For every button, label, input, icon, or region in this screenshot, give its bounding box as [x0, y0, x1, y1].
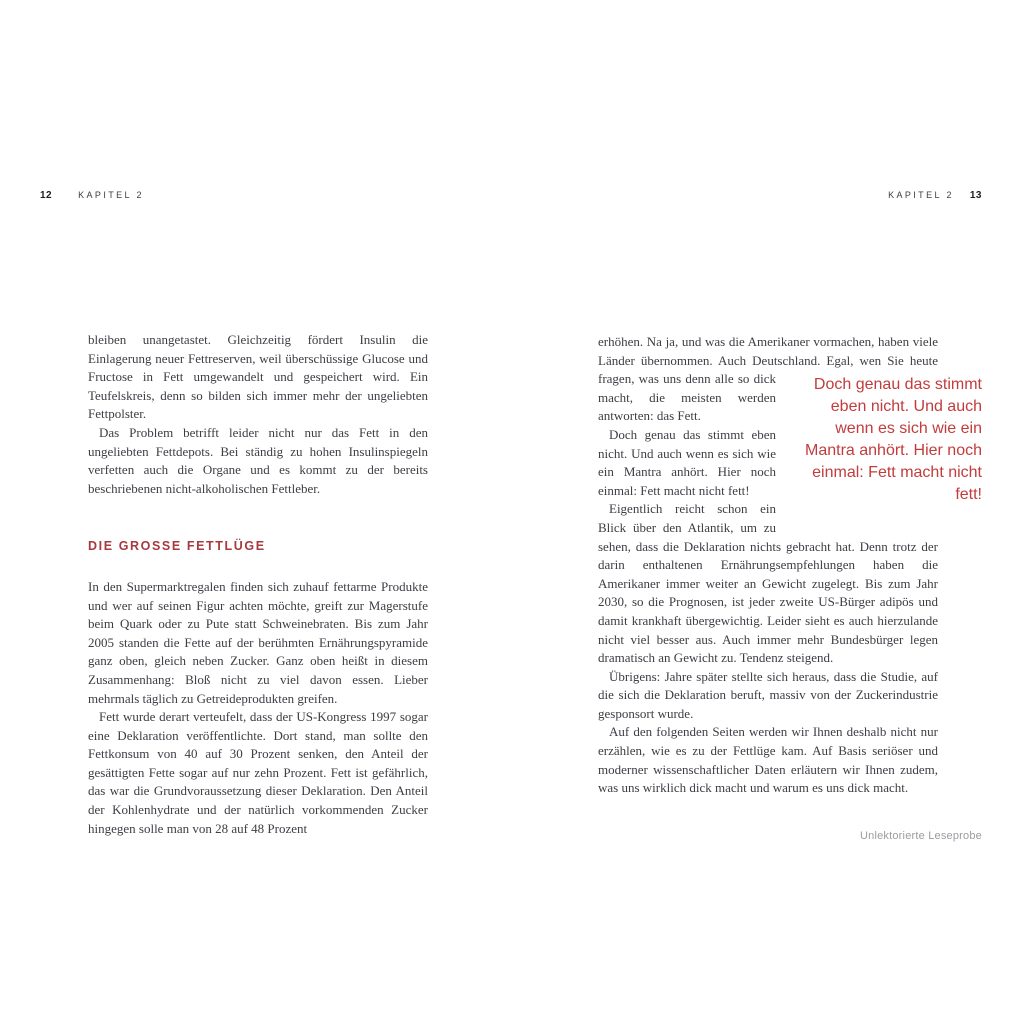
paragraph-text: was uns denn alle so dick macht, die meisten werden antworten: das Fett.: [598, 371, 776, 424]
chapter-label-left: KAPITEL 2: [78, 190, 144, 200]
chapter-label-right: KAPITEL 2: [888, 190, 954, 200]
running-head-left: [40, 190, 144, 201]
page-left-text-column: [88, 331, 428, 838]
page-number-right: 13: [969, 190, 982, 201]
paragraph-text: erhöhen. Na ja, und was die Amerikaner vormachen, haben viele Länder übernommen. Auch Deutschland. Egal, wen Sie heute fragen,: [598, 334, 938, 387]
running-head-right: [888, 190, 982, 201]
body-paragraph: Fett wurde derart verteufelt, dass der US-Kongress 1997 sogar eine Deklaration veröffentlichte. Dort stand, man sollte den Fettkonsum von 40 auf 30 Prozent senken, den Anteil der gesättigten Fette sogar auf nur zehn Prozent. Fett ist gefährlich, das war die Grundvoraussetzung dieser Deklaration. Den Anteil der Kohlenhydrate und der natürlich vorkommenden Zucker hingegen solle man von 28 auf 48 Prozent: [88, 709, 428, 836]
body-paragraph: Übrigens: Jahre später stellte sich heraus, dass die Studie, auf die sich die Deklaration beruft, massiv von der Zuckerindustrie gesponsort wurde.: [598, 668, 938, 721]
body-paragraph: Doch genau das stimmt eben nicht. Und auch wenn es sich wie ein Mantra anhört. Hier noch einmal: Fett macht nicht fett!: [598, 426, 776, 498]
pull-quote: Doch genau das stimmt eben nicht. Und auch wenn es sich wie ein Mantra anhört. Hier noch einmal: Fett macht nicht fett!: [805, 376, 982, 504]
page-number-left: 12: [40, 190, 53, 201]
body-paragraph: Eigentlich reicht schon ein Blick über den Atlantik, um zu sehen, dass die Deklaration nichts gebracht hat. Denn trotz der darin enthaltenen Ernährungsempfehlungen haben die Amerikaner immer weiter an Gewicht zugelegt. Bis zum Jahr 2030, so die Prognosen, ist jeder zweite US-Bürger adipös und damit krankhaft übergewichtig. Leider sieht es auch hierzulande nicht viel besser aus. Auch immer mehr Bundesbürger legen dramatisch an Gewicht zu. Tendenz steigend.: [598, 501, 938, 666]
leseprobe-watermark: Unlektorierte Leseprobe: [859, 830, 982, 842]
body-paragraph: [598, 333, 982, 504]
body-paragraph: Das Problem betrifft leider nicht nur das Fett in den ungeliebten Fettdepots. Bei ständig zu hohen Insulinspiegeln verfetten auch die Organe und es kommt zu der bereits beschriebenen nicht-alkoholischen Fettleber.: [88, 424, 428, 496]
page-right-text-column: [598, 333, 982, 798]
section-heading: DIE GROSSE FETTLÜGE: [88, 539, 266, 554]
body-paragraph: In den Supermarktregalen finden sich zuhauf fettarme Produkte und wer auf seinen Figur achten möchte, greift zur Magerstufe beim Quark oder zu Pute statt Schweinebraten. Bis zum Jahr 2005 standen die Fette auf der berühmten Ernährungspyramide ganz oben, gleich neben Zucker. Ganz oben heißt in diesem Zusammenhang: Bloß nicht zu viel davon essen. Lieber mehrmals täglich zu Getreideprodukten greifen.: [88, 578, 428, 706]
body-paragraph: bleiben unangetastet. Gleichzeitig fördert Insulin die Einlagerung neuer Fettreserven, weil überschüssige Glucose und Fructose in Fett umgewandelt und gespeichert wird. Ein Teufelskreis, denn so bilden sich immer mehr der ungeliebten Fettpolster.: [88, 332, 428, 422]
body-paragraph: Auf den folgenden Seiten werden wir Ihnen deshalb nicht nur erzählen, wie es zu der Fettlüge kam. Auf Basis seriöser und moderner wissenschaftlicher Daten erläutern wir Ihnen zudem, was uns wirklich dick macht und warum es uns dick macht.: [598, 724, 938, 796]
